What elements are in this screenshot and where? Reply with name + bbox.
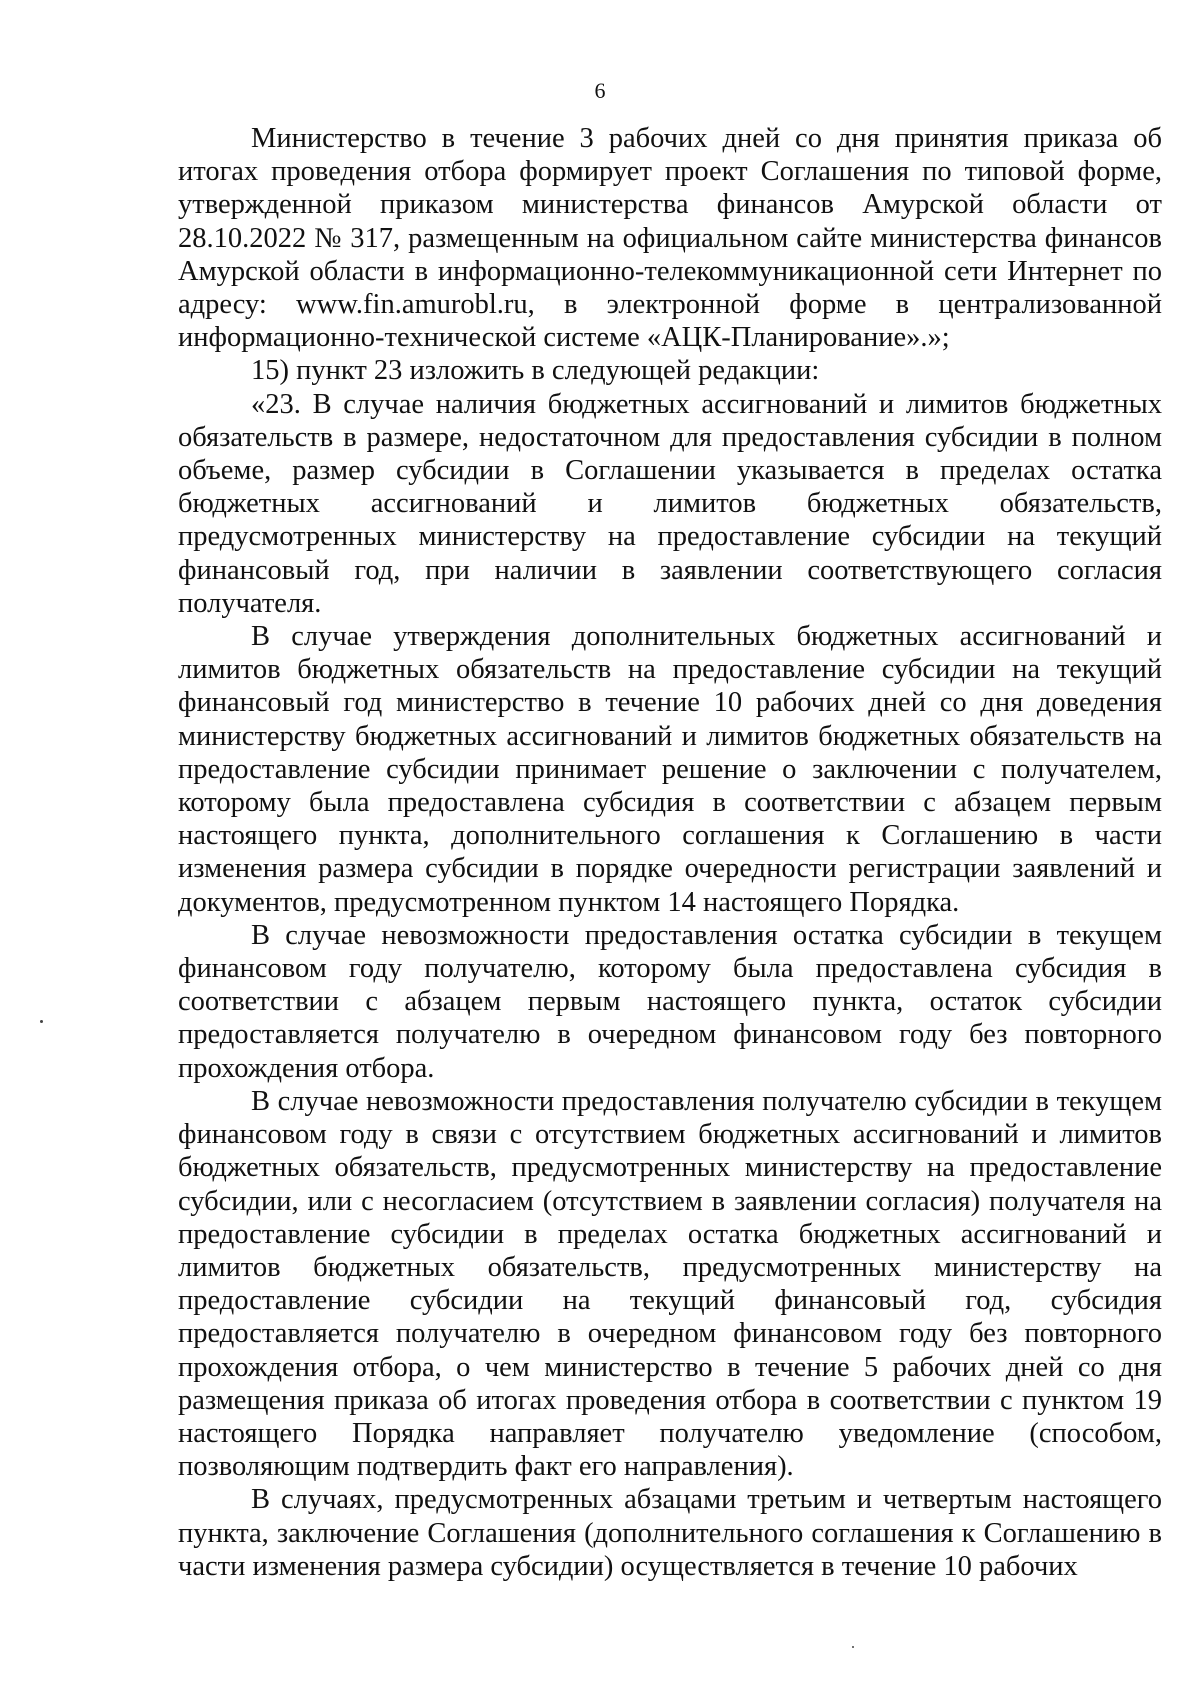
- scan-speck: [40, 1020, 43, 1023]
- page-number: 6: [594, 78, 606, 103]
- paragraph-cases-agreement: В случаях, предусмотренных абзацами третьим и четвертым настоящего пункта, заключение Соглашения (дополнительного соглашения к Соглашению в части изменения размера субсидии) осуществляется в течение 10 рабочих: [178, 1484, 1162, 1582]
- paragraph-ministry-agreement: Министерство в течение 3 рабочих дней со дня принятия приказа об итогах проведения отбора формирует проект Соглашения по типовой форме, утвержденной приказом министерства финансов Амурской области от 28.10.2022 № 317, размещенным на официальном сайте министерства финансов Амурской области в информационно-телекоммуникационной сети Интернет по адресу: www.fin.amurobl.ru, в электронной форме в централизованной информационно-технической системе «АЦК-Планирование».»;: [178, 123, 1162, 354]
- paragraph-additional-allocations: В случае утверждения дополнительных бюджетных ассигнований и лимитов бюджетных обязательств на предоставление субсидии на текущий финансовый год министерство в течение 10 рабочих дней со дня доведения министерству бюджетных ассигнований и лимитов бюджетных обязательств на предоставление субсидии принимает решение о заключении с получателем, которому была предоставлена субсидия в соответствии с абзацем первым настоящего пункта, дополнительного соглашения к Соглашению в части изменения размера субсидии в порядке очередности регистрации заявлений и документов, предусмотренном пунктом 14 настоящего Порядка.: [178, 621, 1162, 918]
- paragraph-clause-23: «23. В случае наличия бюджетных ассигнований и лимитов бюджетных обязательств в размере, недостаточном для предоставления субсидии в полном объеме, размер субсидии в Соглашении указывается в пределах остатка бюджетных ассигнований и лимитов бюджетных обязательств, предусмотренных министерству на предоставление субсидии на текущий финансовый год, при наличии в заявлении соответствующего согласия получателя.: [178, 388, 1162, 619]
- document-body: [178, 122, 1162, 1583]
- scan-speck: [852, 1646, 854, 1648]
- paragraph-remaining-subsidy: В случае невозможности предоставления остатка субсидии в текущем финансовом году получателю, которому была предоставлена субсидия в соответствии с абзацем первым настоящего пункта, остаток субсидии предоставляется получателю в очередном финансовом году без повторного прохождения отбора.: [178, 919, 1162, 1084]
- paragraph-item-15: 15) пункт 23 изложить в следующей редакции:: [251, 355, 820, 387]
- paragraph-impossibility: В случае невозможности предоставления получателю субсидии в текущем финансовом году в связи с отсутствием бюджетных ассигнований и лимитов бюджетных обязательств, предусмотренных министерству на предоставление субсидии, или с несогласием (отсутствием в заявлении согласия) получателя на предоставление субсидии в пределах остатка бюджетных ассигнований и лимитов бюджетных обязательств, предусмотренных министерству на предоставление субсидии на текущий финансовый год, субсидия предоставляется получателю в очередном финансовом году без повторного прохождения отбора, о чем министерство в течение 5 рабочих дней со дня размещения приказа об итогах проведения отбора в соответствии с пунктом 19 настоящего Порядка направляет получателю уведомление (способом, позволяющим подтвердить факт его направления).: [178, 1085, 1162, 1483]
